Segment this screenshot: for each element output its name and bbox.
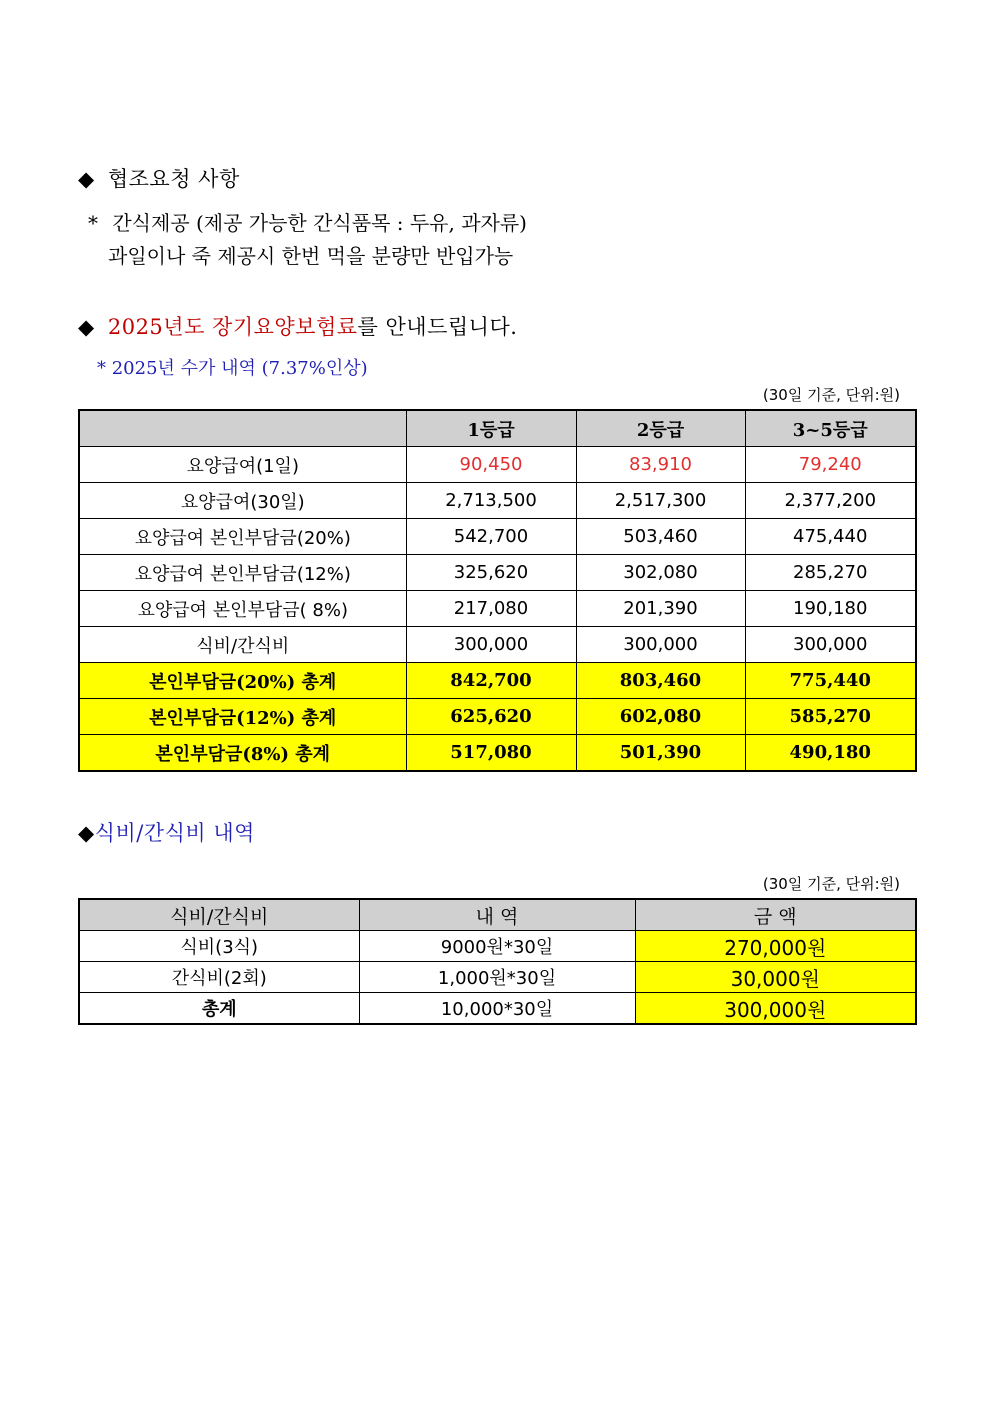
row-label: 요양급여 본인부담금(12%) (79, 555, 406, 591)
row-label: 본인부담금(20%) 총계 (79, 663, 406, 699)
value-cell: 302,080 (576, 555, 745, 591)
row-label: 요양급여 본인부담금(20%) (79, 519, 406, 555)
total-row (79, 663, 916, 699)
value-cell: 501,390 (576, 735, 745, 772)
header-cell: 금 액 (635, 899, 916, 931)
value-cell: 83,910 (576, 447, 745, 483)
value-cell: 2,713,500 (406, 483, 576, 519)
row-label: 본인부담금(12%) 총계 (79, 699, 406, 735)
header-cell: 3~5등급 (745, 410, 916, 447)
row-label: 총계 (79, 993, 359, 1025)
amount-cell: 30,000원 (635, 962, 916, 993)
snack-note-line2: 과일이나 죽 제공시 한번 먹을 분량만 반입가능 (108, 244, 514, 268)
table-header-row (79, 410, 916, 447)
asterisk-icon: * (88, 211, 98, 235)
row-label: 본인부담금(8%) 총계 (79, 735, 406, 772)
amount-cell: 300,000원 (635, 993, 916, 1025)
table-row (79, 931, 916, 962)
diamond-bullet-icon: ◆ (78, 821, 95, 845)
value-cell: 300,000 (576, 627, 745, 663)
detail-cell: 1,000원*30일 (359, 962, 635, 993)
value-cell: 300,000 (406, 627, 576, 663)
detail-cell: 9000원*30일 (359, 931, 635, 962)
section1-title: 협조요청 사항 (107, 167, 240, 191)
unit-note-1: (30일 기준, 단위:원) (762, 386, 900, 404)
fee-increase-note: * 2025년 수가 내역 (7.37%인상) (97, 358, 368, 379)
table-row (79, 483, 916, 519)
total-row (79, 735, 916, 772)
amount-cell: 270,000원 (635, 931, 916, 962)
value-cell: 490,180 (745, 735, 916, 772)
value-cell: 79,240 (745, 447, 916, 483)
value-cell: 2,517,300 (576, 483, 745, 519)
table-row (79, 447, 916, 483)
header-cell: 1등급 (406, 410, 576, 447)
value-cell: 775,440 (745, 663, 916, 699)
table-row (79, 591, 916, 627)
section2-title-rest: 를 안내드립니다. (357, 315, 518, 339)
care-fee-table (78, 409, 917, 772)
detail-cell: 10,000*30일 (359, 993, 635, 1025)
section3-heading (78, 817, 255, 847)
row-label: 요양급여(1일) (79, 447, 406, 483)
table-row (79, 627, 916, 663)
row-label: 식비/간식비 (79, 627, 406, 663)
section3-title: 식비/간식비 내역 (94, 821, 255, 845)
section2-title-highlight: 2025년도 장기요양보험료 (107, 315, 358, 339)
value-cell: 602,080 (576, 699, 745, 735)
value-cell: 585,270 (745, 699, 916, 735)
row-label: 식비(3식) (79, 931, 359, 962)
value-cell: 2,377,200 (745, 483, 916, 519)
value-cell: 190,180 (745, 591, 916, 627)
value-cell: 542,700 (406, 519, 576, 555)
row-label: 요양급여(30일) (79, 483, 406, 519)
value-cell: 517,080 (406, 735, 576, 772)
value-cell: 625,620 (406, 699, 576, 735)
value-cell: 475,440 (745, 519, 916, 555)
value-cell: 325,620 (406, 555, 576, 591)
snack-note-line1: * 간식제공 (제공 가능한 간식품목 : 두유, 과자류) (88, 211, 527, 235)
value-cell: 842,700 (406, 663, 576, 699)
table-row (79, 519, 916, 555)
row-label: 요양급여 본인부담금( 8%) (79, 591, 406, 627)
unit-note-2: (30일 기준, 단위:원) (762, 875, 900, 893)
total-row (79, 699, 916, 735)
section1-heading (78, 163, 240, 193)
diamond-bullet-icon: ◆ (78, 167, 95, 191)
meal-cost-table (78, 898, 917, 1025)
table-row (79, 962, 916, 993)
table-row (79, 555, 916, 591)
value-cell: 803,460 (576, 663, 745, 699)
table-header-row (79, 899, 916, 931)
header-cell: 내 역 (359, 899, 635, 931)
value-cell: 217,080 (406, 591, 576, 627)
section2-heading (78, 311, 517, 341)
diamond-bullet-icon: ◆ (78, 315, 95, 339)
value-cell: 201,390 (576, 591, 745, 627)
total-row (79, 993, 916, 1025)
value-cell: 300,000 (745, 627, 916, 663)
header-cell (79, 410, 406, 447)
value-cell: 503,460 (576, 519, 745, 555)
header-cell: 식비/간식비 (79, 899, 359, 931)
header-cell: 2등급 (576, 410, 745, 447)
value-cell: 285,270 (745, 555, 916, 591)
row-label: 간식비(2회) (79, 962, 359, 993)
value-cell: 90,450 (406, 447, 576, 483)
